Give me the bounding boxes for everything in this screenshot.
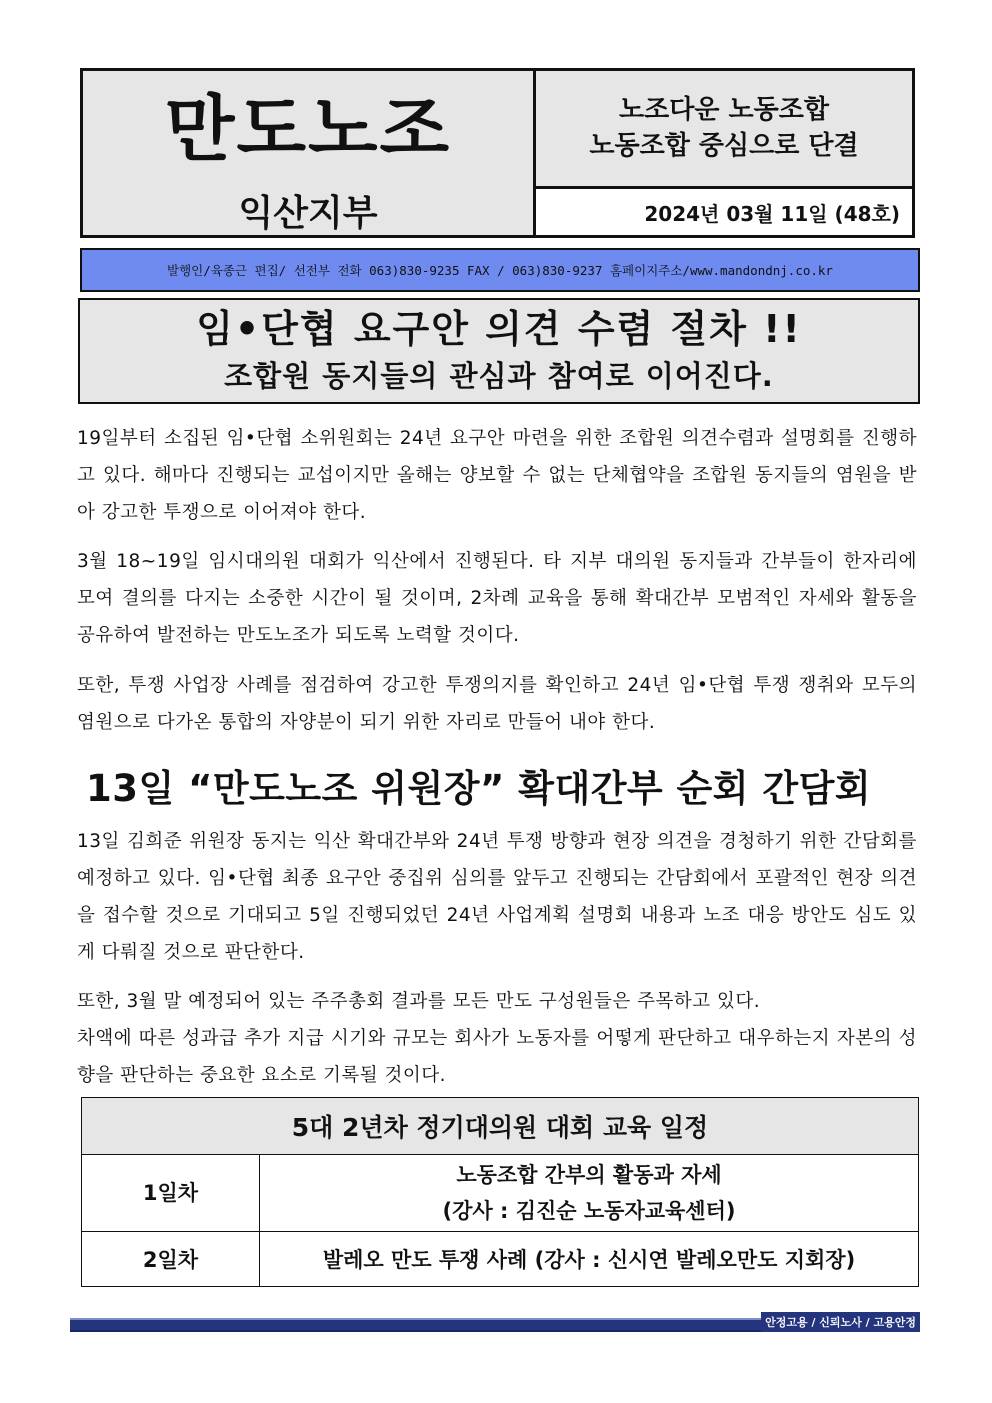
issue-date: 2024년 03월 11일 (48호) [644, 201, 900, 226]
article2-title: 13일 “만도노조 위원장” 확대간부 순회 간담회 [86, 767, 872, 810]
schedule-day: 1일차 [82, 1155, 260, 1232]
education-schedule-table [81, 1097, 919, 1287]
slogan-line-1: 노조다운 노동조합 [619, 95, 829, 126]
masthead [80, 68, 915, 238]
footer-slogan: 안정고용 / 신뢰노사 / 고용안정 [761, 1312, 920, 1332]
slogan [536, 71, 912, 189]
branch-name: 익산지부 [238, 193, 378, 234]
table-row [82, 1155, 919, 1232]
schedule-day: 2일차 [82, 1232, 260, 1287]
table-row [82, 1232, 919, 1287]
headline-box [78, 298, 920, 404]
headline-main: 임•단협 요구안 의견 수렴 절차 !! [196, 307, 802, 351]
article2-paragraph-2a: 또한, 3월 말 예정되어 있는 주주총회 결과를 모든 만도 구성원들은 주목하고 있다. [77, 991, 761, 1012]
article1-paragraph-1: 19일부터 소집된 임•단협 소위원회는 24년 요구안 마련을 위한 조합원 의견수렴과 설명회를 진행하고 있다. 해마다 진행되는 교섭이지만 올해는 양보할 수 없는 단체협약을 조합원 동지들의 염원을 받아 강고한 투쟁으로 이어져야 한다. [77, 428, 917, 523]
newsletter-title: 만도노조 [164, 87, 452, 171]
article2-paragraph-2 [77, 983, 917, 1094]
schedule-topic: 노동조합 간부의 활동과 자세 [456, 1163, 722, 1187]
schedule-content [260, 1155, 919, 1232]
masthead-title-block [83, 71, 536, 235]
schedule-content: 발레오 만도 투쟁 사례 (강사 : 신시연 발레오만도 지회장) [260, 1232, 919, 1287]
schedule-lecturer: (강사 : 김진순 노동자교육센터) [442, 1199, 736, 1223]
publisher-bar: 발행인/육종근 편집/ 선전부 전화 063)830-9235 FAX / 063)830-9237 홈페이지주소/www.mandondnj.co.kr [80, 248, 920, 292]
article2-paragraph-2b: 차액에 따른 성과급 추가 지급 시기와 규모는 회사가 노동자를 어떻게 판단하고 대우하는지 자본의 성향을 판단하는 중요한 요소로 기록될 것이다. [77, 1028, 917, 1086]
slogan-line-2: 노동조합 중심으로 단결 [589, 130, 859, 161]
article1-paragraph-3: 또한, 투쟁 사업장 사례를 점검하여 강고한 투쟁의지를 확인하고 24년 임•단협 투쟁 쟁취와 모두의 염원으로 다가온 통합의 자양분이 되기 위한 자리로 만들어 내야 한다. [77, 675, 917, 733]
article1-paragraph-2: 3월 18~19일 임시대의원 대회가 익산에서 진행된다. 타 지부 대의원 동지들과 간부들이 한자리에 모여 결의를 다지는 소중한 시간이 될 것이며, 2차례 교육을 통해 확대간부 모범적인 자세와 활동을 공유하여 발전하는 만도노조가 되도록 노력할 것이다. [77, 551, 917, 646]
article2-paragraph-1: 13일 김희준 위원장 동지는 익산 확대간부와 24년 투쟁 방향과 현장 의견을 경청하기 위한 간담회를 예정하고 있다. 임•단협 최종 요구안 중집위 심의를 앞두고 진행되는 간담회에서 포괄적인 현장 의견을 접수할 것으로 기대되고 5일 진행되었던 24년 사업계획 설명회 내용과 노조 대응 방안도 심도 있게 다뤄질 것으로 판단한다. [77, 831, 917, 963]
headline-sub: 조합원 동지들의 관심과 참여로 이어진다. [224, 358, 774, 393]
masthead-info-block [536, 71, 912, 235]
schedule-caption: 5대 2년차 정기대의원 대회 교육 일정 [82, 1098, 919, 1155]
